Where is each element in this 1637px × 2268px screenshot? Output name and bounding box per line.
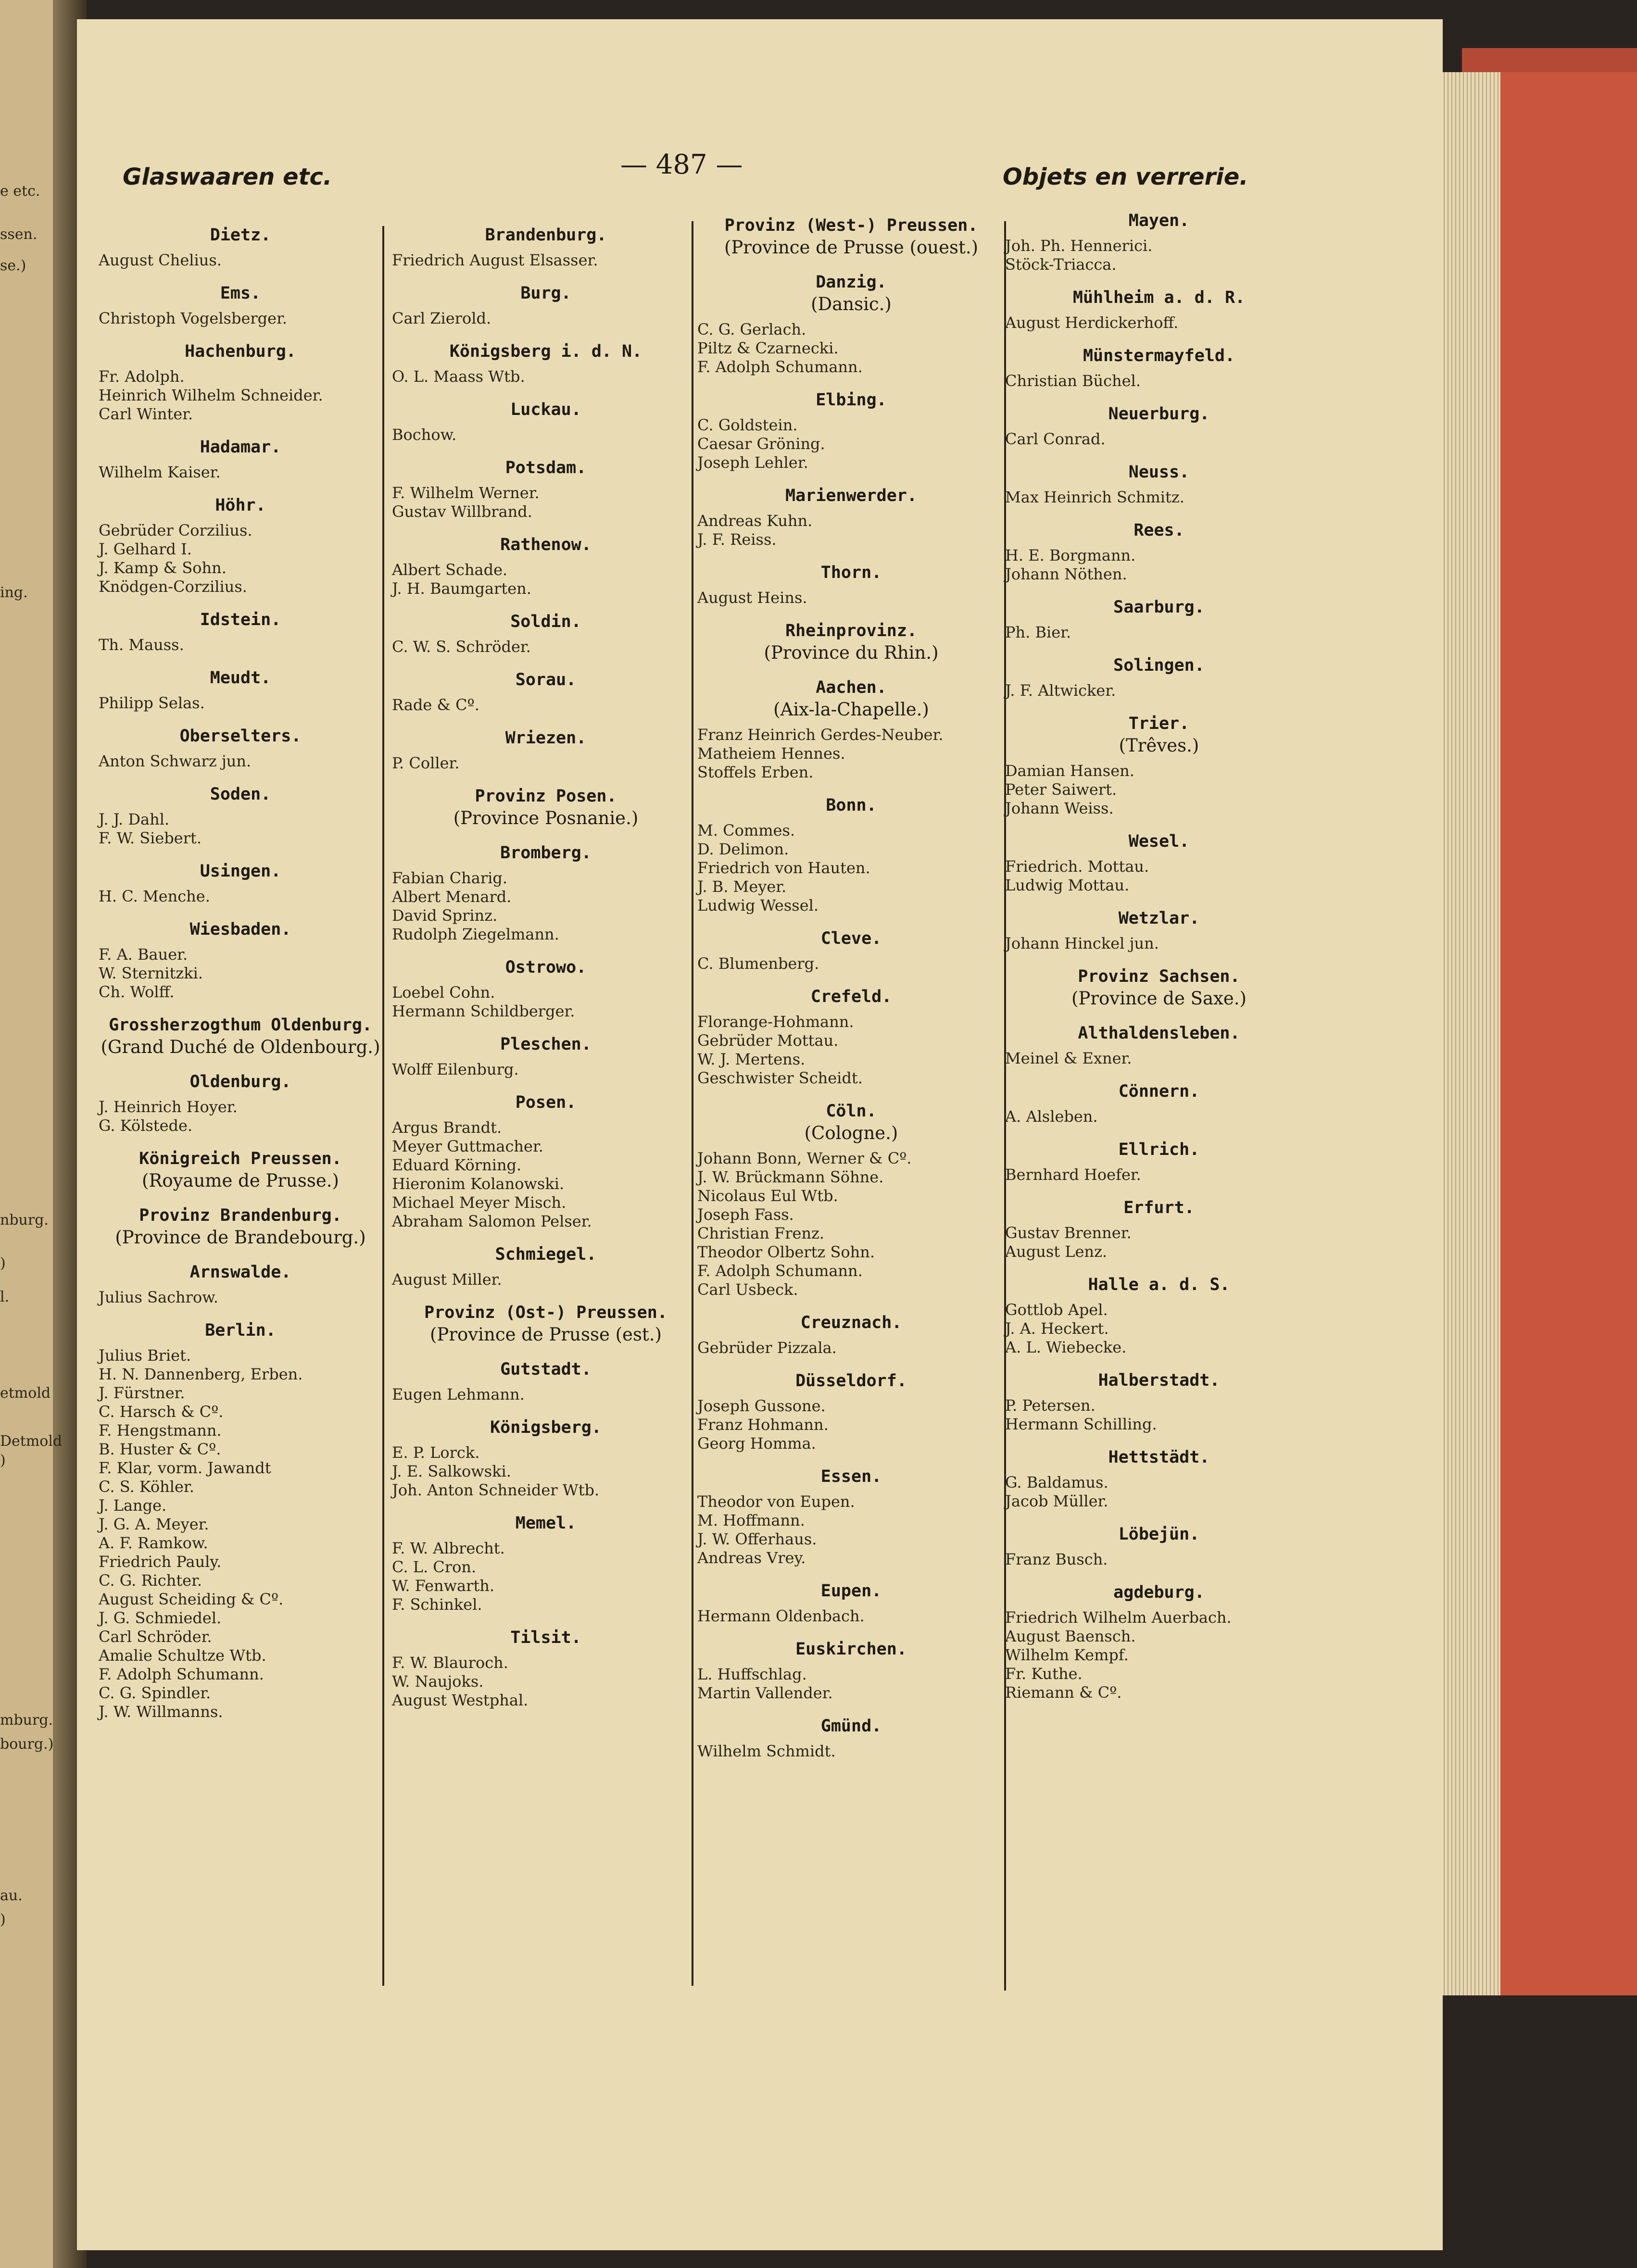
city-heading: Ems. [220,284,261,303]
merchant-name: Georg Homma. [697,1434,816,1453]
merchant-name: J. Gelhard I. [99,540,192,558]
merchant-name: F. W. Blauroch. [392,1654,508,1672]
merchant-name: F. Wilhelm Werner. [392,484,540,502]
merchant-name: August Chelius. [99,251,222,269]
merchant-name: Fabian Charig. [392,869,508,887]
city-heading: Mühlheim a. d. R. [1072,288,1246,307]
city-heading: Thorn. [820,563,882,582]
city-heading: Pleschen. [500,1035,592,1054]
merchant-name: J. A. Heckert. [1005,1319,1109,1338]
merchant-name: Johann Hinckel jun. [1005,934,1159,952]
city-heading: Provinz Sachsen. [1078,967,1240,986]
merchant-name: Fr. Kuthe. [1005,1665,1083,1683]
merchant-name: P. Coller. [392,754,460,772]
merchant-name: O. L. Maass Wtb. [392,367,525,386]
city-heading: Neuerburg. [1108,404,1210,424]
merchant-name: M. Hoffmann. [697,1511,805,1529]
merchant-name: Rade & Cº. [392,696,479,714]
city-heading: Creuznach. [800,1313,902,1332]
city-heading: Aachen. [816,678,887,697]
city-heading: agdeburg. [1113,1583,1205,1602]
merchant-name: Meinel & Exner. [1005,1049,1132,1067]
merchant-name: Ch. Wolff. [99,983,175,1001]
city-heading: Oberselters. [179,727,302,746]
merchant-name: Joseph Gussone. [697,1397,826,1415]
merchant-name: Gustav Brenner. [1005,1224,1132,1242]
merchant-name: J. F. Reiss. [697,530,777,549]
merchant-name: Christian Büchel. [1005,372,1141,390]
merchant-name: Friedrich Pauly. [99,1553,222,1571]
book-cover [1500,72,1637,1995]
city-heading: Bonn. [826,796,877,815]
city-heading: Potsdam. [505,458,587,477]
merchant-name: C. G. Richter. [99,1571,202,1590]
city-heading: Usingen. [200,862,281,881]
column-2 [392,212,700,1710]
merchant-name: Joseph Lehler. [697,453,808,472]
city-heading: Wesel. [1128,832,1190,851]
merchant-name: Bochow. [392,426,457,444]
merchant-name: A. L. Wiebecke. [1005,1338,1127,1356]
merchant-name: Bernhard Hoefer. [1005,1165,1141,1184]
city-heading: Althaldensleben. [1078,1024,1240,1043]
merchant-name: F. W. Albrecht. [392,1539,505,1557]
city-subheading: (Province de Prusse (ouest.) [724,237,979,258]
merchant-name: Franz Busch. [1005,1550,1108,1568]
column-1 [89,212,392,1721]
merchant-name: Amalie Schultze Wtb. [99,1646,266,1665]
city-heading: Provinz (Ost-) Preussen. [424,1303,667,1322]
merchant-name: J. G. Schmiedel. [99,1609,222,1627]
city-heading: Oldenburg. [189,1072,291,1091]
merchant-name: Franz Hohmann. [697,1416,829,1434]
merchant-name: C. Goldstein. [697,416,798,434]
city-heading: Wiesbaden. [189,920,291,939]
merchant-name: Ludwig Wessel. [697,896,819,915]
city-subheading: (Cologne.) [804,1123,898,1143]
merchant-name: H. C. Menche. [99,887,210,905]
header-right: Objets en verrerie. [1003,163,1248,190]
column-3 [697,202,1005,1761]
merchant-name: D. Delimon. [697,840,789,858]
city-heading: Löbejün. [1118,1525,1200,1544]
city-heading: Soden. [210,785,271,804]
merchant-name: Martin Vallender. [697,1684,833,1702]
merchant-name: C. G. Gerlach. [697,320,806,338]
merchant-name: Julius Sachrow. [99,1288,218,1306]
left-page-fragment: ) [0,1911,6,1928]
merchant-name: F. Adolph Schumann. [697,1262,863,1280]
merchant-name: Wilhelm Kaiser. [99,463,221,481]
merchant-name: Friedrich. Mottau. [1005,857,1149,876]
left-page-fragment: etmold [0,1385,51,1402]
merchant-name: Damian Hansen. [1005,762,1134,780]
city-subheading: (Royaume de Prusse.) [142,1170,339,1191]
merchant-name: Andreas Kuhn. [697,512,813,530]
merchant-name: Matheiem Hennes. [697,744,845,763]
merchant-name: Gebrüder Corzilius. [99,521,252,539]
merchant-name: Gottlob Apel. [1005,1301,1108,1319]
city-heading: Gmünd. [820,1717,882,1736]
city-heading: Wriezen. [505,728,587,748]
merchant-name: A. F. Ramkow. [99,1534,208,1552]
city-heading: Ellrich. [1118,1140,1200,1159]
merchant-name: August Baensch. [1005,1627,1136,1645]
merchant-name: W. Naujoks. [392,1672,484,1691]
header-left: Glaswaaren etc. [123,163,332,190]
merchant-name: J. W. Brückmann Söhne. [697,1168,884,1186]
merchant-name: Johann Bonn, Werner & Cº. [697,1149,912,1167]
city-heading: Sorau. [515,670,577,689]
merchant-name: Carl Zierold. [392,309,491,327]
left-page-fragment: au. [0,1887,23,1904]
merchant-name: Johann Weiss. [1005,799,1114,817]
left-page-fragment: nburg. [0,1212,49,1228]
merchant-name: Carl Usbeck. [697,1280,798,1299]
city-heading: Luckau. [510,400,581,419]
merchant-name: Carl Schröder. [99,1628,212,1646]
merchant-name: Gebrüder Pizzala. [697,1339,837,1357]
city-heading: Burg. [520,284,571,303]
city-heading: Essen. [820,1467,882,1486]
merchant-name: Piltz & Czarnecki. [697,339,839,357]
merchant-name: F. Klar, vorm. Jawandt [99,1459,271,1477]
city-heading: Wetzlar. [1118,909,1200,928]
merchant-name: W. Fenwarth. [392,1577,495,1595]
merchant-name: Eduard Körning. [392,1156,522,1174]
merchant-name: Friedrich Wilhelm Auerbach. [1005,1608,1232,1627]
merchant-name: Friedrich August Elsasser. [392,251,598,269]
merchant-name: Knödgen-Corzilius. [99,577,247,596]
city-heading: Königreich Preussen. [139,1149,342,1168]
merchant-name: W. Sternitzki. [99,964,203,982]
city-heading: Berlin. [205,1321,276,1340]
merchant-name: Anton Schwarz jun. [99,752,252,770]
merchant-name: David Sprinz. [392,906,498,925]
city-heading: Meudt. [210,668,271,688]
merchant-name: J. W. Offerhaus. [697,1530,817,1548]
city-heading: Danzig. [816,273,887,292]
merchant-name: Fr. Adolph. [99,367,185,386]
city-heading: Solingen. [1113,656,1205,675]
merchant-name: F. Adolph Schumann. [99,1665,264,1683]
merchant-name: G. Baldamus. [1005,1473,1108,1491]
merchant-name: Carl Winter. [99,405,193,423]
merchant-name: J. B. Meyer. [697,877,787,896]
merchant-name: Argus Brandt. [392,1118,502,1137]
merchant-name: Andreas Vrey. [697,1549,806,1567]
merchant-name: Philipp Selas. [99,694,205,712]
left-page-fragment: ) [0,1452,6,1469]
merchant-name: J. E. Salkowski. [392,1462,511,1480]
city-heading: Saarburg. [1113,598,1205,617]
city-heading: Cleve. [820,929,882,948]
city-heading: Posen. [515,1093,577,1112]
merchant-name: Nicolaus Eul Wtb. [697,1187,838,1205]
city-heading: Arnswalde. [189,1263,291,1282]
merchant-name: H. E. Borgmann. [1005,546,1136,564]
city-heading: Königsberg i. d. N. [449,342,642,361]
merchant-name: Hermann Schilling. [1005,1415,1157,1433]
merchant-name: P. Petersen. [1005,1396,1096,1415]
city-heading: Rees. [1133,521,1184,540]
city-heading: Soldin. [510,612,581,631]
city-heading: Düsseldorf. [795,1371,907,1391]
merchant-name: B. Huster & Cº. [99,1440,221,1458]
city-heading: Cöln. [826,1102,877,1121]
merchant-name: August Herdickerhoff. [1005,313,1179,332]
merchant-name: C. G. Spindler. [99,1684,211,1702]
city-heading: Euskirchen. [795,1640,907,1659]
merchant-name: Johann Nöthen. [1005,565,1127,583]
merchant-name: Florange-Hohmann. [697,1013,854,1031]
left-page-fragment: ssen. [0,226,38,243]
city-heading: Münstermayfeld. [1083,346,1235,365]
merchant-name: J. J. Dahl. [99,810,170,828]
city-heading: Erfurt. [1123,1198,1195,1217]
city-heading: Tilsit. [510,1628,581,1647]
city-heading: Halle a. d. S. [1088,1275,1230,1294]
merchant-name: Rudolph Ziegelmann. [392,925,559,943]
city-heading: Eupen. [820,1581,882,1601]
merchant-name: Max Heinrich Schmitz. [1005,488,1184,506]
city-subheading: (Dansic.) [811,294,892,314]
merchant-name: W. J. Mertens. [697,1050,806,1068]
merchant-name: Michael Meyer Misch. [392,1193,567,1212]
city-heading: Mayen. [1128,211,1190,230]
merchant-name: C. S. Köhler. [99,1478,194,1496]
merchant-name: Abraham Salomon Pelser. [392,1212,592,1230]
merchant-name: Joseph Fass. [697,1205,794,1224]
city-heading: Dietz. [210,226,271,245]
merchant-name: Stöck-Triacca. [1005,255,1117,274]
city-heading: Trier. [1128,714,1190,733]
left-page-fragment: se.) [0,257,26,274]
city-heading: Marienwerder. [785,486,917,505]
merchant-name: August Westphal. [392,1691,529,1709]
city-heading: Höhr. [215,496,266,515]
merchant-name: Eugen Lehmann. [392,1385,525,1403]
merchant-name: Heinrich Wilhelm Schneider. [99,386,323,404]
city-heading: Bromberg. [500,843,592,863]
merchant-name: Albert Menard. [392,888,512,906]
city-heading: Provinz Posen. [475,787,617,806]
left-page-fragment: e etc. [0,183,40,200]
city-heading: Cönnern. [1118,1082,1200,1101]
city-heading: Rheinprovinz. [785,621,917,640]
merchant-name: Ph. Bier. [1005,623,1071,641]
city-heading: Königsberg. [490,1418,602,1437]
city-heading: Rathenow. [500,535,592,554]
merchant-name: J. F. Altwicker. [1005,681,1116,700]
city-subheading: (Province de Saxe.) [1071,988,1247,1009]
city-subheading: (Aix-la-Chapelle.) [773,699,929,720]
city-heading: Elbing. [816,390,887,410]
merchant-name: G. Kölstede. [99,1116,193,1135]
merchant-name: F. Schinkel. [392,1595,482,1614]
merchant-name: Christian Frenz. [697,1224,825,1242]
merchant-name: Caesar Gröning. [697,435,825,453]
city-heading: Provinz (West-) Preussen. [724,216,978,235]
city-heading: Memel. [515,1514,577,1533]
merchant-name: F. Hengstmann. [99,1421,222,1440]
city-heading: Ostrowo. [505,958,587,977]
merchant-name: Theodor Olbertz Sohn. [697,1243,875,1261]
city-heading: Crefeld. [810,987,892,1006]
merchant-name: F. A. Bauer. [99,945,188,964]
merchant-name: Hermann Schildberger. [392,1002,575,1020]
city-heading: Idstein. [200,610,281,629]
merchant-name: Jacob Müller. [1005,1492,1108,1510]
merchant-name: Geschwister Scheidt. [697,1069,863,1087]
merchant-name: Gustav Willbrand. [392,502,532,521]
left-page-fragment: l. [0,1289,10,1305]
city-heading: Schmiegel. [495,1245,597,1264]
city-heading: Brandenburg. [485,226,607,245]
merchant-name: L. Huffschlag. [697,1665,807,1683]
merchant-name: J. W. Willmanns. [99,1703,223,1721]
merchant-name: F. W. Siebert. [99,829,202,847]
merchant-name: E. P. Lorck. [392,1443,480,1462]
merchant-name: Peter Saiwert. [1005,780,1117,799]
city-heading: Halberstadt. [1098,1371,1220,1390]
merchant-name: Christoph Vogelsberger. [99,309,288,327]
merchant-name: C. Harsch & Cº. [99,1403,224,1421]
city-subheading: (Trêves.) [1119,735,1199,756]
left-page-fragment: ing. [0,584,28,601]
city-heading: Grossherzogthum Oldenburg. [109,1015,372,1035]
merchant-name: A. Alsleben. [1005,1107,1098,1126]
merchant-name: Franz Heinrich Gerdes-Neuber. [697,726,944,744]
city-heading: Provinz Brandenburg. [139,1206,342,1225]
merchant-name: C. L. Cron. [392,1558,477,1576]
merchant-name: H. N. Dannenberg, Erben. [99,1365,303,1383]
merchant-name: Wolff Eilenburg. [392,1060,519,1078]
left-page-fragment: ) [0,1255,6,1272]
left-page-fragment: mburg. [0,1712,53,1729]
merchant-name: Ludwig Mottau. [1005,876,1130,894]
city-heading: Hadamar. [200,438,281,457]
merchant-name: Theodor von Eupen. [697,1492,855,1511]
merchant-name: Hermann Oldenbach. [697,1607,865,1625]
merchant-name: F. Adolph Schumann. [697,358,863,376]
merchant-name: August Lenz. [1005,1242,1108,1261]
merchant-name: Loebel Cohn. [392,983,495,1002]
merchant-name: Gebrüder Mottau. [697,1031,839,1050]
merchant-name: C. Blumenberg. [697,954,819,973]
merchant-name: August Scheiding & Cº. [99,1590,284,1608]
city-heading: Gutstadt. [500,1360,592,1379]
merchant-name: Friedrich von Hauten. [697,859,870,877]
city-subheading: (Province de Brandebourg.) [115,1227,366,1248]
city-heading: Hettstädt. [1108,1448,1210,1467]
city-heading: Hachenburg. [185,342,296,361]
merchant-name: Hieronim Kolanowski. [392,1175,565,1193]
merchant-name: M. Commes. [697,821,795,840]
merchant-name: J. H. Baumgarten. [392,579,531,598]
left-page-fragment: bourg.) [0,1736,54,1753]
merchant-name: August Miller. [392,1270,502,1289]
city-heading: Neuss. [1128,463,1190,482]
merchant-name: J. Kamp & Sohn. [99,559,227,577]
merchant-name: Carl Conrad. [1005,430,1106,448]
merchant-name: J. Lange. [99,1496,167,1515]
page-number: — 487 — [620,149,743,180]
merchant-name: Wilhelm Schmidt. [697,1742,836,1760]
merchant-name: August Heins. [697,589,807,607]
merchant-name: Wilhelm Kempf. [1005,1646,1129,1664]
city-subheading: (Grand Duché de Oldenbourg.) [101,1037,380,1057]
merchant-name: C. W. S. Schröder. [392,638,531,656]
page-edges [1433,72,1500,1995]
merchant-name: Julius Briet. [99,1346,191,1365]
left-page-fragment: Detmold [0,1433,63,1450]
merchant-name: Riemann & Cº. [1005,1683,1122,1702]
merchant-name: J. Heinrich Hoyer. [99,1098,238,1116]
merchant-name: J. Fürstner. [99,1384,185,1402]
merchant-name: Joh. Anton Schneider Wtb. [392,1481,600,1499]
city-subheading: (Province de Prusse (est.) [429,1324,662,1345]
merchant-name: Albert Schade. [392,561,508,579]
column-4 [1005,197,1313,1702]
merchant-name: Stoffels Erben. [697,763,814,781]
city-subheading: (Province Posnanie.) [453,808,639,828]
merchant-name: Meyer Guttmacher. [392,1137,543,1155]
merchant-name: Th. Mauss. [99,636,184,654]
merchant-name: Joh. Ph. Hennerici. [1005,237,1153,255]
city-subheading: (Province du Rhin.) [764,642,939,663]
merchant-name: J. G. A. Meyer. [99,1515,209,1533]
